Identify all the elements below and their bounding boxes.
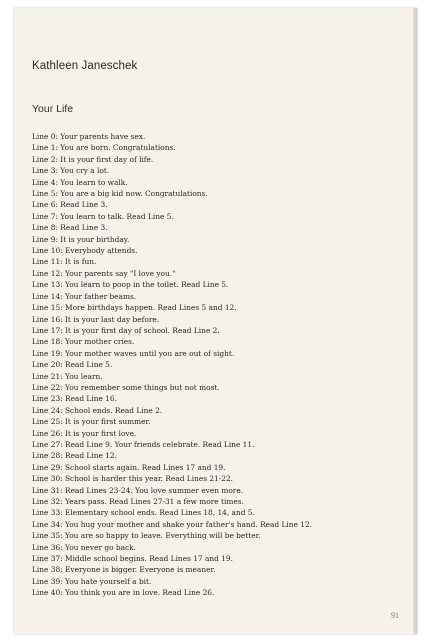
- poem-line: Line 16: It is your last day before.: [32, 314, 160, 324]
- poem-line: Line 39: You hate yourself a bit.: [32, 576, 152, 586]
- poem-line: Line 0: Your parents have sex.: [32, 132, 146, 141]
- poem-line: Line 24: School ends. Read Line 2.: [32, 405, 163, 415]
- poem-line: Line 35: You are so happy to leave. Everything will be better.: [32, 531, 261, 541]
- poem-line: Line 36: You never go back.: [32, 542, 136, 552]
- poem-line: Line 12: Your parents say "I love you.": [32, 268, 176, 278]
- poem-line: Line 30: School is harder this year. Read Lines 21-22.: [32, 474, 234, 484]
- poem-line: Line 5: You are a big kid now. Congratulations.: [32, 189, 208, 199]
- poem-line: Line 8: Read Line 3.: [32, 223, 108, 233]
- page-number: 91: [391, 611, 399, 620]
- poem-line: Line 4: You learn to walk.: [32, 177, 128, 187]
- poem-line: Line 9: It is your birthday.: [32, 234, 130, 244]
- author-name: Kathleen Janeschek: [32, 60, 138, 72]
- poem-line: Line 23: Read Line 16.: [32, 394, 117, 404]
- poem-line: Line 33: Elementary school ends. Read Lines 18, 14, and 5.: [32, 508, 255, 518]
- poem-line: Line 27: Read Line 9. Your friends celebrate. Read Line 11.: [32, 439, 255, 449]
- poem-line: Line 29: School starts again. Read Lines 17 and 19.: [32, 462, 226, 472]
- poem-line: Line 31: Read Lines 23-24. You love summer even more.: [32, 485, 244, 495]
- poem-line: Line 40: You think you are in love. Read Line 26.: [32, 588, 215, 598]
- poem-line: Line 32: Years pass. Read Lines 27-31 a few more times.: [32, 497, 244, 506]
- poem-line: Line 6: Read Line 3.: [32, 200, 108, 210]
- poem-line: Line 19: Your mother waves until you are out of sight.: [32, 348, 235, 358]
- poem-line: Line 2: It is your first day of life.: [32, 154, 154, 164]
- poem-title: Your Life: [32, 103, 74, 115]
- page-spine-shadow: [413, 8, 417, 634]
- poem-line: Line 11: It is fun.: [32, 257, 97, 267]
- poem-line: Line 10: Everybody attends.: [32, 246, 138, 256]
- poem-line: Line 17: It is your first day of school. Read Line 2.: [32, 325, 220, 335]
- poem-line: Line 22: You remember some things but not most.: [32, 382, 220, 392]
- poem-lines: [32, 131, 312, 599]
- poem-line: Line 38: Everyone is bigger. Everyone is meaner.: [32, 565, 216, 575]
- poem-line: Line 7: You learn to talk. Read Line 5.: [32, 211, 174, 221]
- poem-line: Line 25: It is your first summer.: [32, 417, 151, 427]
- poem-line: Line 26: It is your first love.: [32, 428, 137, 438]
- poem-line: Line 20: Read Line 5.: [32, 360, 113, 370]
- poem-line: Line 13: You learn to poop in the toilet. Read Line 5.: [32, 280, 229, 290]
- book-page: [14, 8, 417, 634]
- poem-line: Line 14: Your father beams.: [32, 291, 137, 301]
- poem-line: Line 21: You learn.: [32, 371, 103, 381]
- poem-line: Line 1: You are born. Congratulations.: [32, 143, 176, 153]
- poem-line: Line 18: Your mother cries.: [32, 337, 135, 347]
- poem-line: Line 28: Read Line 12.: [32, 451, 117, 461]
- poem-line: Line 34: You hug your mother and shake your father's hand. Read Line 12.: [32, 519, 313, 529]
- poem-line: Line 15: More birthdays happen. Read Lines 5 and 12.: [32, 303, 237, 313]
- poem-line: Line 37: Middle school begins. Read Lines 17 and 19.: [32, 554, 233, 564]
- poem-line: Line 3: You cry a lot.: [32, 166, 110, 176]
